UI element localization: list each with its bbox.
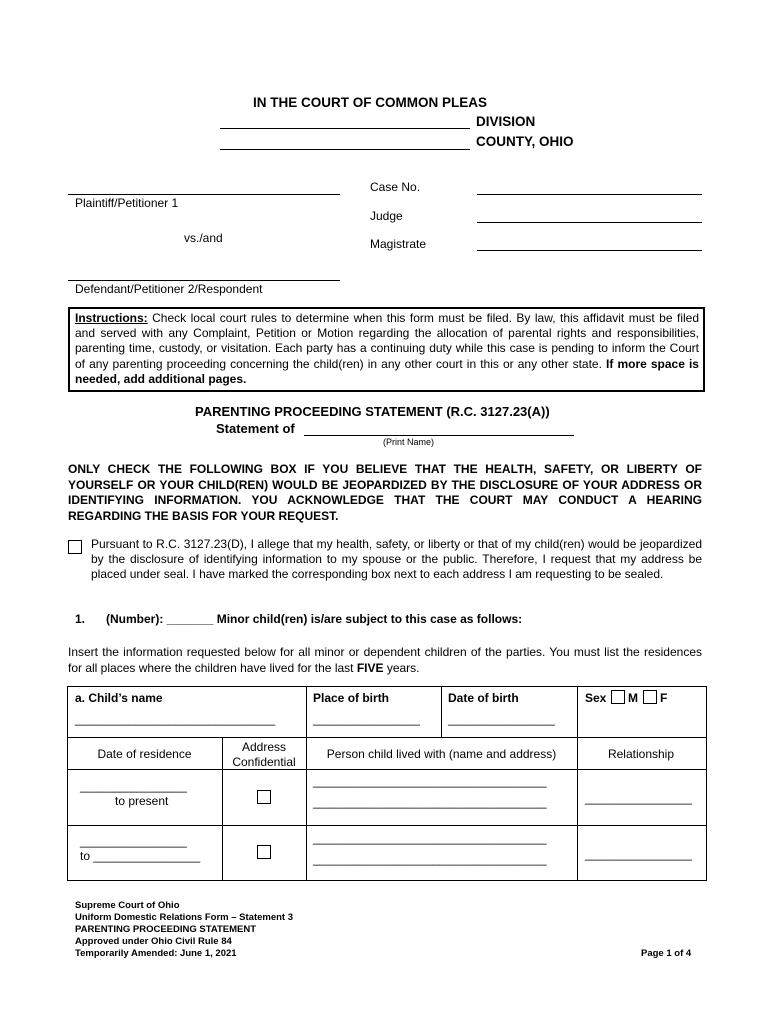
child-name-blank[interactable]: ______________________________ [75,712,276,726]
footer-line-4: Approved under Ohio Civil Rule 84 [75,936,232,947]
footer-line-5: Temporarily Amended: June 1, 2021 [75,948,237,959]
instructions-box [68,307,705,392]
residence-2-confidential-checkbox[interactable] [257,845,271,859]
place-of-birth-blank[interactable]: ________________ [313,712,420,726]
person-lived-with-header: Person child lived with (name and address) [326,747,557,761]
insert-info-before: Insert the information requested below for all minor or dependent children of the parties. You must list the residences for all places where the children have lived for the last [68,645,702,675]
court-title: IN THE COURT OF COMMON PLEAS [253,95,487,110]
seal-request-checkbox[interactable] [68,540,82,554]
residence-1-confidential-checkbox[interactable] [257,790,271,804]
place-of-birth-header: Place of birth [313,691,390,705]
residence-2-address-blank[interactable]: ___________________________________ [313,852,547,866]
residence-1-relationship-blank[interactable]: ________________ [585,791,692,805]
county-blank[interactable] [220,149,470,150]
party1-blank[interactable] [68,194,340,195]
residence-2-relationship-blank[interactable]: ________________ [585,847,692,861]
relationship-header: Relationship [607,747,675,761]
instructions-bold-end: If more space is needed, add additional pages. [75,356,699,386]
sex-male-checkbox[interactable] [611,690,625,704]
table-row-divider [67,737,706,738]
sex-female-label: F [660,691,668,705]
address-confidential-header-1: Address [241,740,287,754]
residence-1-person-blank[interactable]: ___________________________________ [313,774,547,788]
insert-info-text [68,645,702,676]
date-of-birth-blank[interactable]: ________________ [448,712,555,726]
address-confidential-header-2: Confidential [232,755,296,769]
table-col-divider [306,686,307,737]
residence-1-to-present: to present [115,794,169,808]
footer-line-2: Uniform Domestic Relations Form – Statement 3 [75,912,294,923]
party2-label: Defendant/Petitioner 2/Respondent [75,282,263,296]
date-of-birth-header: Date of birth [448,691,519,705]
sex-male-label: M [628,691,638,705]
magistrate-label: Magistrate [370,237,427,251]
residence-2-person-blank[interactable]: ___________________________________ [313,831,547,845]
vs-label: vs./and [184,231,223,245]
division-blank[interactable] [220,128,470,129]
print-name-caption: (Print Name) [383,437,435,447]
instructions-text: Check local court rules to determine when this form must be filed. By law, this affidavit must be filed and served with any Complaint, Petition or Motion regarding the allocation of parental rights and responsibilities, parenting time, custody, or visitation. Each party has a continuing duty while this case is pending to inform the Court of any parenting proceeding concerning the child(ren) in any other court in this or any other state. [75,311,699,371]
table-row-divider [67,825,706,826]
magistrate-blank[interactable] [477,250,702,251]
section-1-text: (Number): _______ Minor child(ren) is/are subject to this case as follows: [106,612,523,626]
judge-label: Judge [370,209,403,223]
case-no-label: Case No. [370,180,421,194]
case-no-blank[interactable] [477,194,702,195]
residence-1-from-blank[interactable]: ________________ [80,779,187,793]
section-1-number: 1. [75,612,86,626]
seal-request-text: Pursuant to R.C. 3127.23(D), I allege that my health, safety, or liberty or that of my child(ren) would be jeopardized by the disclosure of identifying information to my spouse or the public. Therefore, I request that my address be placed under seal. I have marked the corresponding box next to each address I am requesting to be sealed. [91,537,702,582]
party2-blank[interactable] [68,280,340,281]
residence-1-address-blank[interactable]: ___________________________________ [313,795,547,809]
child-name-header: a. Child’s name [75,691,163,705]
residence-2-from-blank[interactable]: ________________ [80,834,187,848]
division-label: DIVISION [476,114,536,129]
party1-label: Plaintiff/Petitioner 1 [75,196,179,210]
instructions-label: Instructions: [75,311,148,325]
table-row-divider [67,769,706,770]
insert-info-five: FIVE [356,660,384,675]
table-col-divider [577,686,578,737]
judge-blank[interactable] [477,222,702,223]
sex-female-checkbox[interactable] [643,690,657,704]
page-number: Page 1 of 4 [641,948,692,959]
residence-2-to-blank[interactable]: to ________________ [80,849,201,863]
statement-name-blank[interactable] [304,435,574,436]
statement-of-label: Statement of [216,421,295,436]
insert-info-after: years. [383,660,420,675]
footer-block [75,900,293,960]
seal-warning: ONLY CHECK THE FOLLOWING BOX IF YOU BELIEVE THAT THE HEALTH, SAFETY, OR LIBERTY OF YOURSELF OR YOUR CHILD(REN) WOULD BE JEOPARDIZED BY THE DISCLOSURE OF YOUR ADDRESS OR IDENTIFYING INFORMATION. YOU ACKNOWLEDGE THAT THE COURT MAY CONDUCT A HEARING REGARDING THE BASIS FOR YOUR REQUEST. [68,462,702,523]
county-label: COUNTY, OHIO [476,134,574,149]
footer-line-1: Supreme Court of Ohio [75,900,180,911]
footer-line-3: PARENTING PROCEEDING STATEMENT [75,924,257,935]
form-title: PARENTING PROCEEDING STATEMENT (R.C. 3127.23(A)) [195,404,550,419]
date-of-residence-header: Date of residence [97,747,192,761]
sex-header: Sex [585,691,607,705]
table-col-divider [441,686,442,737]
